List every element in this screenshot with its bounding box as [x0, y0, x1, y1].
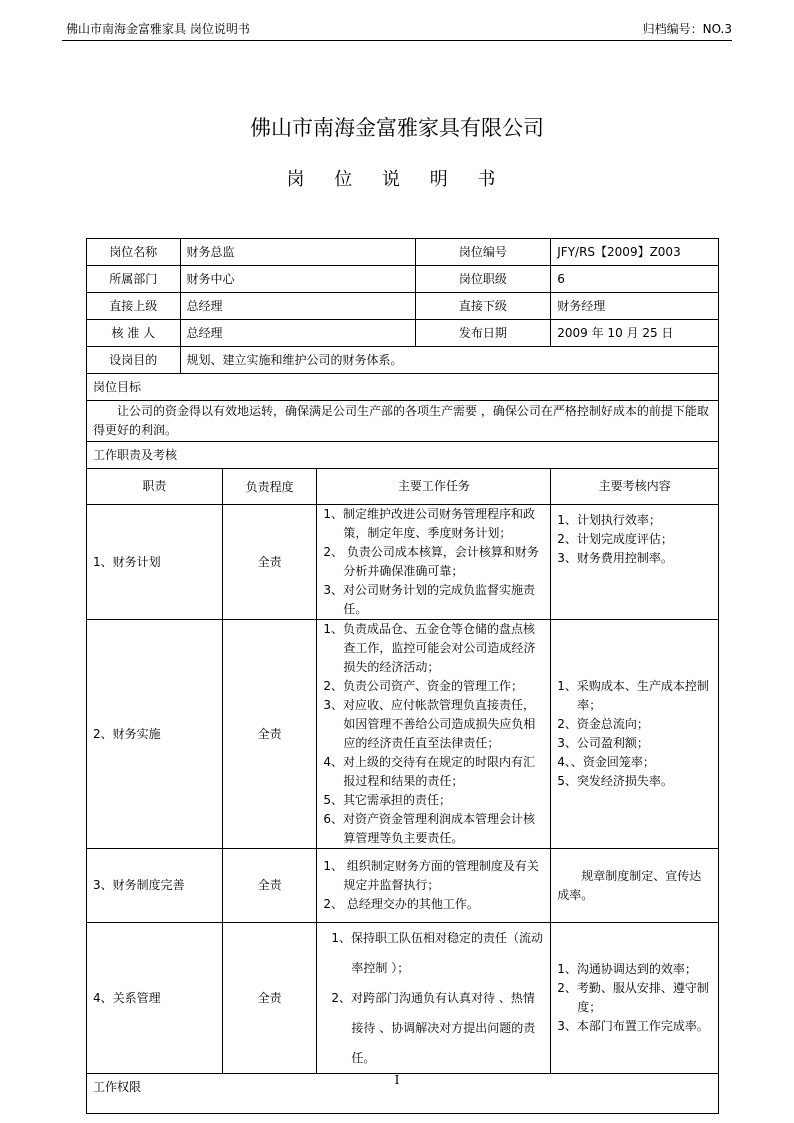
- kpi-item: 2、计划完成度评估；: [557, 532, 673, 546]
- task-item: 2、 负责公司成本核算，会计核算和财务分析并确保准确可靠；: [323, 545, 539, 578]
- kpi-item: 3、本部门布置工作完成率。: [557, 1019, 709, 1033]
- info-value: 财务中心: [180, 266, 415, 293]
- header-left: 佛山市南海金富雅家具 岗位说明书: [66, 22, 250, 36]
- company-name: 佛山市南海金富雅家具有限公司: [250, 116, 544, 140]
- duty-tasks: [323, 505, 544, 619]
- duties-label-row: [87, 442, 719, 469]
- task-item: 3、对应收、应付帐款管理负直接责任，如因管理不善给公司造成损失应负相应的经济责任直至法律责任；: [323, 698, 536, 750]
- header-archive-number: 归档编号：NO.3: [642, 22, 732, 36]
- info-value: 财务总监: [180, 239, 415, 266]
- col-duty: 职责: [87, 469, 223, 505]
- kpi-item: 5、突发经济损失率。: [557, 774, 673, 788]
- task-item: 2、负责公司资产、资金的管理工作；: [323, 679, 524, 693]
- kpi-item: 3、公司盈利额；: [557, 736, 649, 750]
- job-description-table: [86, 238, 719, 1114]
- authority-label: 工作权限: [87, 1074, 719, 1114]
- info-key: 岗位名称: [87, 239, 181, 266]
- duty-row: [87, 620, 719, 849]
- kpi-text: 规章制度制定、宣传达成率。: [551, 849, 719, 923]
- info-row: [87, 320, 719, 347]
- info-value: 6: [551, 266, 719, 293]
- goal-label: 岗位目标: [87, 374, 719, 401]
- info-key: 所属部门: [87, 266, 181, 293]
- info-value: JFY/RS【2009】Z003: [551, 239, 719, 266]
- duty-name: 3、财务制度完善: [87, 849, 223, 923]
- duty-row: [87, 505, 719, 620]
- duty-name: 1、财务计划: [87, 505, 223, 620]
- duties-header-row: [87, 469, 719, 505]
- task-item: 5、其它需承担的责任；: [323, 793, 452, 807]
- task-item: 1、保持职工队伍相对稳定的责任（流动率控制 ）；: [331, 931, 544, 975]
- kpi-item: 1、采购成本、生产成本控制率；: [557, 679, 709, 712]
- duty-kpis: [557, 511, 712, 568]
- info-key: 岗位编号: [415, 239, 551, 266]
- page-number: I: [394, 1073, 400, 1087]
- purpose-text: 规划、建立实施和维护公司的财务体系。: [180, 347, 718, 374]
- duties-label: 工作职责及考核: [87, 442, 719, 469]
- info-key: 核 准 人: [87, 320, 181, 347]
- info-row: [87, 293, 719, 320]
- duty-name: 2、财务实施: [87, 620, 223, 849]
- duty-kpis: [557, 960, 712, 1036]
- purpose-row: [87, 347, 719, 374]
- info-key: 岗位职级: [415, 266, 551, 293]
- duty-tasks: [331, 923, 544, 1073]
- duty-tasks: [323, 620, 544, 848]
- task-item: 2、对跨部门沟通负有认真对待 、热情接待 、协调解决对方提出问题的责任。: [331, 991, 536, 1065]
- info-value: 财务经理: [551, 293, 719, 320]
- task-item: 1、 组织制定财务方面的管理制度及有关规定并监督执行；: [323, 859, 539, 892]
- info-value: 总经理: [180, 320, 415, 347]
- goal-text-row: [87, 401, 719, 442]
- col-level: 负责程度: [222, 469, 317, 505]
- info-key: 直接下级: [415, 293, 551, 320]
- duty-level: 全责: [222, 620, 317, 849]
- duty-row: [87, 849, 719, 923]
- task-item: 6、对资产资金管理利润成本管理会计核算管理等负主要责任。: [323, 812, 536, 845]
- info-row: [87, 239, 719, 266]
- info-key: 发布日期: [415, 320, 551, 347]
- duty-tasks: [323, 857, 544, 914]
- task-item: 1、制定维护改进公司财务管理程序和政策，制定年度、季度财务计划；: [323, 507, 536, 540]
- duty-level: 全责: [222, 505, 317, 620]
- task-item: 1、负责成品仓、五金仓等仓储的盘点核查工作，监控可能会对公司造成经济损失的经济活动；: [323, 622, 536, 674]
- header-divider: [62, 40, 732, 41]
- goal-text: 让公司的资金得以有效地运转，确保满足公司生产部的各项生产需要 ，确保公司在严格控制好成本的前提下能取得更好的利润。: [93, 404, 709, 437]
- kpi-item: 4、、资金回笼率；: [557, 755, 655, 769]
- info-key: 直接上级: [87, 293, 181, 320]
- kpi-item: 2、考勤、服从安排、遵守制度；: [557, 981, 709, 1014]
- duty-kpis: [557, 677, 712, 791]
- task-item: 4、对上级的交待有在规定的时限内有汇报过程和结果的责任；: [323, 755, 536, 788]
- purpose-label: 设岗目的: [87, 347, 181, 374]
- duty-row: [87, 923, 719, 1074]
- info-value: 2009 年 10 月 25 日: [551, 320, 719, 347]
- task-item: 3、对公司财务计划的完成负监督实施责任。: [323, 583, 536, 616]
- info-value: 总经理: [180, 293, 415, 320]
- duty-level: 全责: [222, 923, 317, 1074]
- task-item: 2、 总经理交办的其他工作。: [323, 897, 479, 911]
- duty-level: 全责: [222, 849, 317, 923]
- kpi-item: 1、沟通协调达到的效率；: [557, 962, 697, 976]
- info-row: [87, 266, 719, 293]
- document-title: 岗 位 说 明 书: [286, 169, 508, 190]
- duty-name: 4、关系管理: [87, 923, 223, 1074]
- kpi-item: 2、资金总流向；: [557, 717, 649, 731]
- kpi-item: 1、计划执行效率；: [557, 513, 661, 527]
- goal-label-row: [87, 374, 719, 401]
- col-kpi: 主要考核内容: [551, 469, 719, 505]
- kpi-item: 3、财务费用控制率。: [557, 551, 673, 565]
- col-tasks: 主要工作任务: [317, 469, 551, 505]
